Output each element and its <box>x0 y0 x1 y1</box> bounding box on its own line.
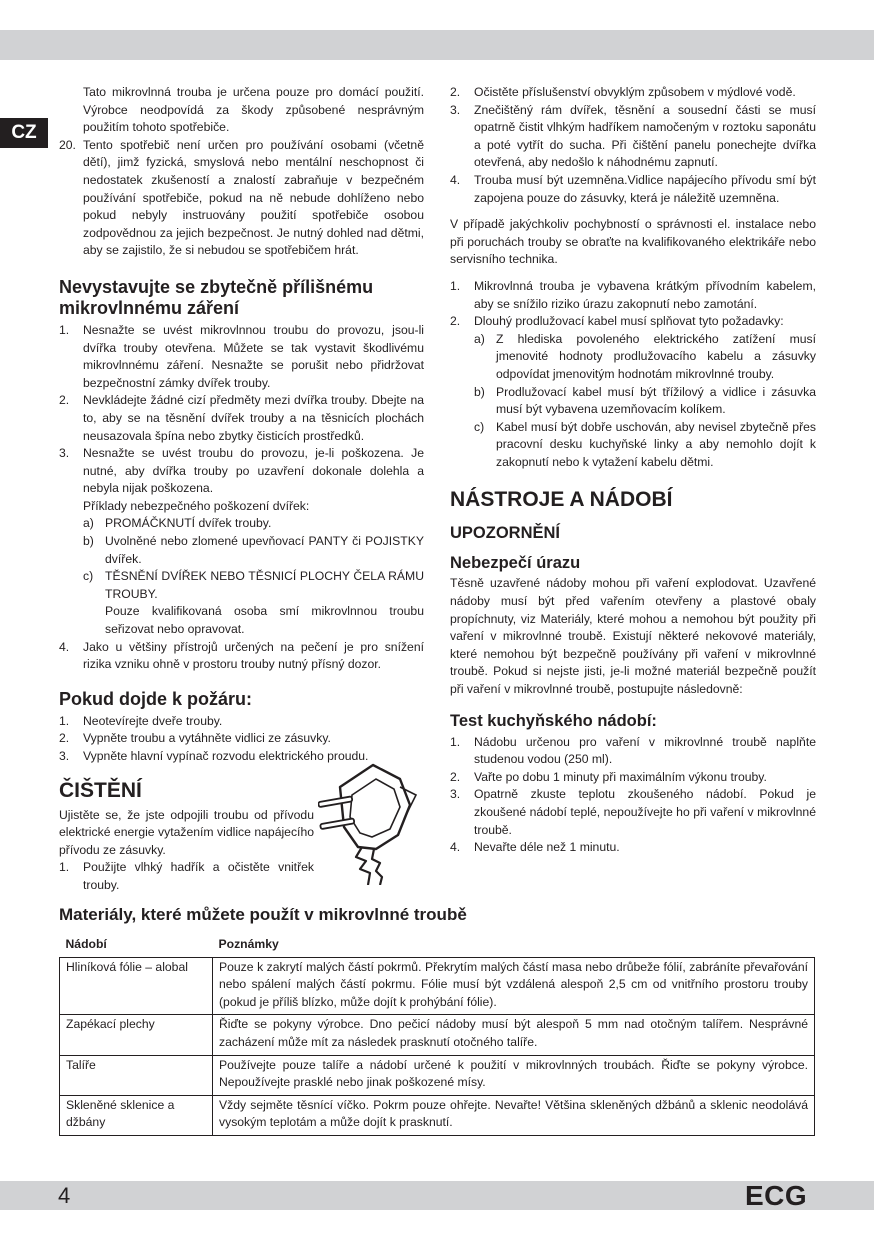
item-text: Trouba musí být uzemněna.Vidlice napájecího přívodu smí být zapojena pouze do zásuvky, která je náležitě uzemněna. <box>474 172 816 205</box>
sub-list-item <box>450 419 816 472</box>
item-text: Z hlediska povoleného elektrického zatížení musí jmenovité hodnoty prodlužovacího kabelu a zásuvky odpovídat jmenovitým hodnotám mikrovlnné trouby. <box>496 331 816 381</box>
item-number: 4. <box>59 639 70 654</box>
item-number: 1. <box>59 322 70 337</box>
section-title-cleaning: ČIŠTĚNÍ <box>59 778 142 802</box>
item-number: 3. <box>450 102 461 117</box>
section-title-test: Test kuchyňského nádobí: <box>450 711 657 730</box>
table-row <box>60 1095 815 1135</box>
table-cell: Řiďte se pokyny výrobce. Dno pečicí nádoby musí být alespoň 5 mm nad otočným talířem. Nesprávné zacházení může mít za následek prasknutí otočného talíře. <box>213 1015 815 1055</box>
table-row <box>60 1015 815 1055</box>
item-number: 3. <box>450 787 461 802</box>
table-cell: Používejte pouze talíře a nádobí určené k použití v mikrovlnných troubách. Řiďte se pokyny výrobce. Nepoužívejte prasklé nebo jinak poškozené mísy. <box>213 1055 815 1095</box>
item-number: 2. <box>450 769 461 784</box>
item-text: Kabel musí být dobře uschován, aby nevisel zbytečně přes pracovní desku kuchyňské linky a aby nemohlo dojít k zakopnutí nebo k vytažení kabelu dětmi. <box>496 419 816 469</box>
item-text: Vypněte troubu a vytáhněte vidlici ze zásuvky. <box>83 731 331 746</box>
item-number: 1. <box>450 278 461 293</box>
footer-bar <box>0 1181 874 1210</box>
item-letter: a) <box>474 331 485 346</box>
list-item <box>450 172 816 207</box>
item-text: Dlouhý prodlužovací kabel musí splňovat tyto požadavky: <box>474 314 784 329</box>
item-number: 20. <box>59 137 76 152</box>
item-number: 1. <box>450 734 461 749</box>
language-tab: CZ <box>0 118 48 148</box>
doubt-text: V případě jakýchkoliv pochybností o správnosti el. instalace nebo při poruchách trouby se obraťte na kvalifikovaného elektrikáře nebo servisního technika. <box>450 217 816 267</box>
item-text: Vařte po dobu 1 minuty při maximálním výkonu trouby. <box>474 769 767 784</box>
item-text: Vypněte hlavní vypínač rozvodu elektrického proudu. <box>83 749 369 763</box>
table-cell: Talíře <box>60 1055 213 1095</box>
item-text: PROMÁČKNUTÍ dvířek trouby. <box>105 516 272 531</box>
list-item <box>450 278 816 313</box>
item-text: Opatrně zkuste teplotu zkoušeného nádobí. Pokud je zkoušené nádobí teplé, nepoužívejte ho při vaření v mikrovlnné troubě. <box>474 787 816 837</box>
page-number: 4 <box>58 1183 71 1208</box>
item-text: Tento spotřebič není určen pro používání osobami (včetně dětí), jimž fyzická, smyslová nebo mentální neschopnost či nedostatek zkušeností a znalostí zabraňuje v bezpečném používání spotřebiče, pokud na ně nebude dohlíženo nebo pokud nebyly instruovány použití spotřebiče osobou zodpovědnou za jejich bezpečnost. Je nutný dohled nad dětmi, aby se zajistilo, že si nebudou se spotřebičem hrát. <box>83 137 424 258</box>
item-text: Nesnažte se uvést mikrovlnnou troubu do provozu, jsou-li dvířka trouby otevřena. Můžete se tak vystavit škodlivému mikrovlnnému záření. Nesnažte se porušit nebo přidržovat bezpečnostní zámky dvířek trouby. <box>83 322 424 390</box>
injury-text: Těsně uzavřené nádoby mohou při vaření explodovat. Uzavřené nádoby musí být před vařením otevřeny a plastové obaly propíchnuty, viz Materiály, které mohou a nemohou být použity při vaření v mikrovlnné troubě. Existují některé nekovové materiály, které nemohou být bezpečně používány při vaření v mikrovlnné troubě. Pokud si nejste jisti, je-li možné materiál bezpečně použít při vaření v mikrovlnné troubě, postupujte následovně: <box>450 576 816 697</box>
item-text: Nesnažte se uvést troubu do provozu, je-li poškozena. Je nutné, aby dvířka trouby po uzavření dokonale dolehla a nebyla nijak poškozena. <box>83 446 424 496</box>
section-title-injury: Nebezpečí úrazu <box>450 554 581 573</box>
item-letter: b) <box>83 534 94 549</box>
examples-title: Příklady nebezpečného poškození dvířek: <box>83 498 310 513</box>
list-item <box>59 392 424 445</box>
item-number: 1. <box>59 713 70 728</box>
section-title-fire: Pokud dojde k požáru: <box>59 688 253 709</box>
column-header: Nádobí <box>65 937 107 951</box>
item-text: Nevařte déle než 1 minutu. <box>474 840 620 855</box>
item-number: 1. <box>59 860 70 875</box>
item-text: Jako u většiny přístrojů určených na pečení je pro snížení rizika vzniku ohně v prostoru trouby nutný přísný dozor. <box>83 639 424 672</box>
sub-list-item <box>59 533 424 568</box>
sub-list-item <box>450 331 816 384</box>
materials-table <box>59 934 815 1136</box>
item-letter: b) <box>474 384 485 399</box>
table-cell: Pouze k zakrytí malých částí pokrmů. Překrytím malých částí masa nebo drůbeže fólií, zabráníte převařování nebo spálení malých částí pokrmu. Fólie musí být vzdálená alespoň 2,5 cm od vnitřního prostoru trouby (pokud je příliš blízko, může dojít k prohýbání fólie). <box>213 957 815 1015</box>
item-text: Nádobu určenou pro vaření v mikrovlnné troubě naplňte studenou vodou (250 ml). <box>474 734 816 767</box>
item-letter: a) <box>83 516 94 531</box>
sub-list-item <box>59 568 424 603</box>
item-letter: c) <box>474 419 485 434</box>
item-text: TĚSNĚNÍ DVÍŘEK NEBO TĚSNICÍ PLOCHY ČELA RÁMU TROUBY. <box>105 569 424 601</box>
item-number: 2. <box>59 393 70 408</box>
right-column <box>450 84 816 857</box>
item-letter: c) <box>83 569 94 584</box>
table-header-row <box>60 934 815 957</box>
item-number: 4. <box>450 840 461 855</box>
item-text: Uvolněné nebo zlomené upevňovací PANTY či POJISTKY dvířek. <box>105 534 424 566</box>
list-item <box>59 713 424 731</box>
item-number: 2. <box>59 731 70 746</box>
item-text: Očistěte příslušenství obvyklým způsobem v mýdlové vodě. <box>474 85 796 99</box>
examples-note: Pouze kvalifikovaná osoba smí mikrovlnnou troubu seřizovat nebo opravovat. <box>105 604 424 637</box>
table-cell: Zapékací plechy <box>60 1015 213 1055</box>
item-text: Neotevírejte dveře trouby. <box>83 713 223 728</box>
list-item <box>59 322 424 392</box>
item-number: 3. <box>59 749 70 763</box>
power-plug-icon <box>318 757 422 885</box>
item-text: Prodlužovací kabel musí být třížilový a vidlice i zásuvka musí být vybavena uzemňovacím kolíkem. <box>496 384 816 417</box>
sub-list-item <box>59 515 424 533</box>
list-item <box>450 839 816 857</box>
sub-list-item <box>450 384 816 419</box>
list-item-20 <box>59 137 424 260</box>
cleaning-intro: Ujistěte se, že jste odpojili troubu od přívodu elektrické energie vytažením vidlice napájecího přívodu ze zásuvky. <box>59 807 314 857</box>
item-number: 2. <box>450 314 461 329</box>
column-header: Poznámky <box>218 937 279 951</box>
list-item <box>450 734 816 769</box>
list-item <box>59 639 424 674</box>
table-row <box>60 957 815 1015</box>
table-cell: Skleněné sklenice a džbány <box>60 1095 213 1135</box>
section-title-radiation: Nevystavujte se zbytečně přílišnému mikrovlnnému záření <box>59 276 374 318</box>
section-title-warning: UPOZORNĚNÍ <box>450 524 561 543</box>
item-text: Nevkládejte žádné cizí předměty mezi dvířka trouby. Dbejte na to, aby se na těsnění dvířek trouby a na těsnicích plochách neusazovala špína nebo zbytky čisticích prostředků. <box>83 393 424 443</box>
table-cell: Vždy sejměte těsnící víčko. Pokrm pouze ohřejte. Nevařte! Většina skleněných džbánů a sklenic neodolává vysokým teplotám a může dojít k prasknutí. <box>213 1095 815 1135</box>
list-item <box>59 445 424 498</box>
intro-text: Tato mikrovlnná trouba je určena pouze pro domácí použití. Výrobce neodpovídá za škody způsobené nesprávným použitím tohoto spotřebiče. <box>83 85 424 135</box>
list-item <box>59 859 314 894</box>
table-cell: Hliníková fólie – alobal <box>60 957 213 1015</box>
item-number: 3. <box>59 446 70 461</box>
list-item <box>450 102 816 172</box>
list-item <box>450 769 816 787</box>
list-item <box>450 313 816 331</box>
header-bar <box>0 30 874 60</box>
materials-title: Materiály, které můžete použít v mikrovlnné troubě <box>59 905 467 924</box>
brand-logo: ECG <box>745 1180 808 1211</box>
list-item <box>59 730 424 748</box>
item-text: Znečištěný rám dvířek, těsnění a sousední části se musí opatrně čistit vlhkým hadříkem namočeným v roztoku saponátu a poté vytřít do sucha. Při čištění panelu ponechejte dvířka otevřená, aby nedošlo k náhodnému zapnutí. <box>474 102 816 170</box>
section-title-tools: NÁSTROJE A NÁDOBÍ <box>450 488 673 512</box>
item-text: Použijte vlhký hadřík a očistěte vnitřek trouby. <box>83 860 314 892</box>
item-number: 2. <box>450 85 461 99</box>
item-text: Mikrovlnná trouba je vybavena krátkým přívodním kabelem, aby se snížilo riziko úrazu zakopnutí nebo zamotání. <box>474 278 816 311</box>
list-item <box>450 786 816 839</box>
item-number: 4. <box>450 172 461 187</box>
list-item <box>450 84 816 102</box>
table-row <box>60 1055 815 1095</box>
